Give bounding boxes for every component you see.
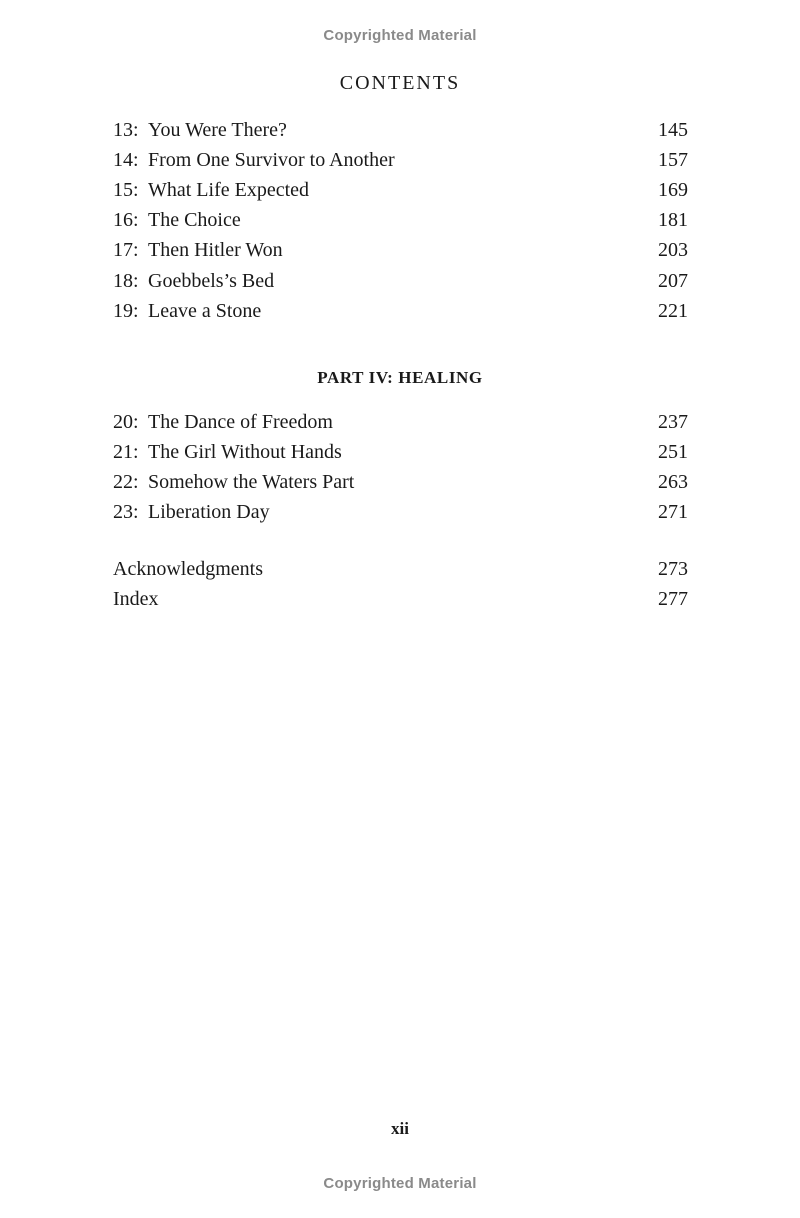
toc-entry — [113, 407, 688, 437]
toc-back-matter — [113, 554, 688, 614]
chapter-number: 18: — [113, 269, 139, 292]
chapter-title: Then Hitler Won — [148, 239, 283, 262]
chapter-number: 19: — [113, 299, 139, 322]
toc-entry — [113, 437, 688, 467]
page-number: 181 — [658, 209, 688, 232]
toc-list — [113, 115, 688, 326]
chapter-title: Leave a Stone — [148, 299, 262, 322]
toc-entry — [113, 145, 688, 175]
toc-entry — [113, 236, 688, 266]
toc-section-chapters-13-19 — [113, 115, 688, 326]
page-number: 251 — [658, 440, 688, 463]
chapter-number: 15: — [113, 178, 139, 201]
chapter-number: 22: — [113, 470, 139, 493]
chapter-number: 21: — [113, 440, 139, 463]
chapter-title: The Girl Without Hands — [148, 440, 342, 463]
watermark-top: Copyrighted Material — [323, 27, 477, 44]
chapter-title: The Dance of Freedom — [148, 410, 333, 433]
toc-entry — [113, 296, 688, 326]
page-number: 263 — [658, 470, 688, 493]
page-number: 145 — [658, 118, 688, 141]
entry-title: Index — [113, 587, 159, 610]
contents-heading: CONTENTS — [339, 72, 461, 94]
chapter-title: The Choice — [148, 209, 241, 232]
chapter-title: Somehow the Waters Part — [148, 470, 355, 493]
chapter-number: 16: — [113, 209, 139, 232]
toc-entry-acknowledgments — [113, 554, 688, 584]
chapter-number: 20: — [113, 410, 139, 433]
toc-entry-index — [113, 584, 688, 614]
toc-entry — [113, 175, 688, 205]
chapter-title: Liberation Day — [148, 501, 270, 524]
toc-entry — [113, 498, 688, 528]
page-number: 237 — [658, 410, 688, 433]
page-number: 277 — [658, 587, 688, 610]
part-heading: PART IV: HEALING — [317, 368, 483, 387]
entry-title: Acknowledgments — [113, 557, 263, 580]
toc-entry — [113, 266, 688, 296]
chapter-title: You Were There? — [148, 118, 287, 141]
toc-section-chapters-20-23 — [113, 407, 688, 528]
chapter-number: 23: — [113, 501, 139, 524]
watermark-bottom: Copyrighted Material — [323, 1175, 477, 1192]
page-number: 203 — [658, 239, 688, 262]
page-number: 207 — [658, 269, 688, 292]
toc-entry — [113, 115, 688, 145]
chapter-number: 17: — [113, 239, 139, 262]
toc-entry — [113, 206, 688, 236]
toc-list — [113, 407, 688, 528]
chapter-title: Goebbels’s Bed — [148, 269, 275, 292]
page-number: 271 — [658, 501, 688, 524]
chapter-title: From One Survivor to Another — [148, 148, 395, 171]
toc-list — [113, 554, 688, 614]
page-number: 169 — [658, 178, 688, 201]
page-number: 273 — [658, 557, 688, 580]
page-number: 221 — [658, 299, 688, 322]
chapter-number: 14: — [113, 148, 139, 171]
page-number: 157 — [658, 148, 688, 171]
toc-entry — [113, 467, 688, 497]
chapter-title: What Life Expected — [148, 178, 310, 201]
chapter-number: 13: — [113, 118, 139, 141]
folio-page-number: xii — [391, 1119, 409, 1138]
